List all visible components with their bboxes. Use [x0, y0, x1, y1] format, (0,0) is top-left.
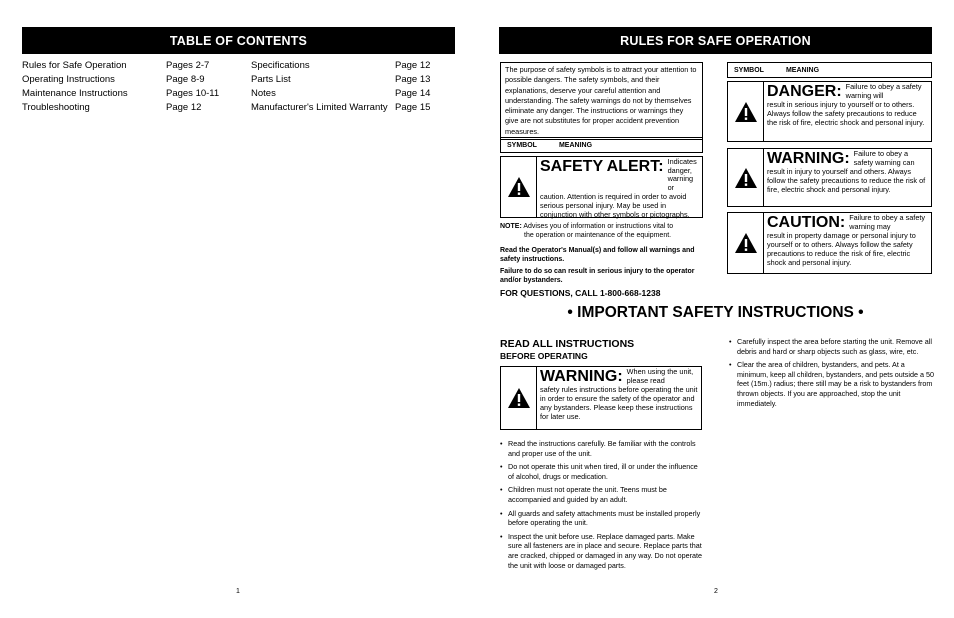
toc-entry-page: Pages 10-11: [166, 88, 220, 99]
note-block: [500, 222, 705, 240]
signal-text: caution. Attention is required in order to avoid serious personal injury. May be used in conjunction with other symbols or pictographs.: [540, 192, 690, 220]
page-number: 2: [714, 588, 718, 595]
note-text-2: the operation or maintenance of the equipment.: [524, 232, 672, 239]
signal-word: DANGER:: [767, 83, 842, 100]
toc-entry-title: Parts List: [251, 74, 291, 85]
toc-entry-page: Pages 2-7: [166, 60, 210, 71]
page-number: 1: [236, 588, 240, 595]
rules-title-bar: RULES FOR SAFE OPERATION: [499, 27, 932, 54]
toc-title-bar: TABLE OF CONTENTS: [22, 27, 455, 54]
before-operating-heading: BEFORE OPERATING: [500, 351, 588, 361]
instruction-list-right: [729, 337, 934, 412]
alert-triangle-icon: [728, 82, 764, 141]
toc-entry-title: Troubleshooting: [22, 102, 90, 113]
safety-alert-box: [500, 156, 703, 218]
toc-row[interactable]: [22, 101, 219, 115]
symbol-meaning-header: [500, 137, 703, 153]
list-item: • Carefully inspect the area before starting the unit. Remove all debris and hard or sharp objects such as glass, wire, etc.: [729, 337, 934, 356]
toc-column-2: [251, 59, 430, 115]
toc-entry-title: Rules for Safe Operation: [22, 60, 127, 71]
signal-side-text: Failure to obey a safety warning can: [853, 149, 915, 167]
note-label: NOTE:: [500, 223, 522, 230]
meaning-label: MEANING: [785, 66, 820, 74]
signal-word: WARNING:: [540, 368, 623, 385]
toc-row[interactable]: [251, 73, 430, 87]
toc-entry-page: Page 14: [395, 88, 431, 99]
failure-text: Failure to do so can result in serious injury to the operator and/or bystanders.: [500, 268, 695, 284]
alert-triangle-icon: [728, 213, 764, 273]
danger-box: [727, 81, 932, 142]
signal-text: safety rules instructions before operating the unit in order to ensure the safety of the operator and any bystanders. Please keep these instructions for later use.: [540, 385, 698, 422]
signal-text: result in property damage or personal injury to yourself or to others. Always follow the safety precautions to reduce the risk of fire, electric shock and personal injury.: [767, 231, 916, 268]
signal-text: result in serious injury to yourself or to others. Always follow the safety precautions to reduce the risk of fire, electric shock and personal injury.: [767, 100, 925, 128]
toc-column-1: [22, 59, 219, 115]
toc-row[interactable]: [251, 59, 430, 73]
toc-entry-page: Page 12: [395, 60, 431, 71]
read-all-heading: READ ALL INSTRUCTIONS: [500, 338, 635, 350]
caution-box: [727, 212, 932, 274]
alert-triangle-icon: [728, 149, 764, 206]
list-item: • Children must not operate the unit. Teens must be accompanied and guided by an adult.: [500, 485, 705, 504]
signal-word: SAFETY ALERT:: [540, 158, 664, 175]
meaning-label: MEANING: [558, 141, 593, 149]
toc-row[interactable]: [22, 73, 219, 87]
list-item: • Clear the area of children, bystanders, and pets. At a minimum, keep all children, bystanders, and pets outside a 50 feet (15m.) radius; there still may be a risk to bystanders from thrown objects. If you are approached, stop the unit immediately.: [729, 360, 934, 408]
toc-entry-title: Operating Instructions: [22, 74, 115, 85]
toc-row[interactable]: [251, 87, 430, 101]
warning-box-before-operating: [500, 366, 702, 430]
signal-text: result in injury to yourself and others. Always follow the safety precautions to reduce the risk of fire, electric shock and personal injury.: [767, 167, 926, 195]
toc-entry-page: Page 12: [166, 102, 202, 113]
toc-row[interactable]: [251, 101, 430, 115]
symbol-label: SYMBOL: [507, 141, 537, 149]
toc-entry-page: Page 13: [395, 74, 431, 85]
read-manual-text: Read the Operator's Manual(s) and follow all warnings and safety instructions.: [500, 247, 695, 263]
page-right: [477, 0, 954, 618]
signal-word: WARNING:: [767, 150, 850, 167]
symbol-meaning-header: [727, 62, 932, 78]
toc-entry-title: Manufacturer's Limited Warranty: [251, 102, 388, 113]
list-item: • All guards and safety attachments must be installed properly before operating the unit.: [500, 509, 705, 528]
instruction-list-left: [500, 439, 705, 574]
alert-triangle-icon: [501, 157, 537, 217]
toc-row[interactable]: [22, 87, 219, 101]
toc-entry-title: Maintenance Instructions: [22, 88, 128, 99]
note-text: Advises you of information or instructions vital to: [523, 223, 674, 230]
toc-entry-title: Notes: [251, 88, 276, 99]
important-heading: • IMPORTANT SAFETY INSTRUCTIONS •: [567, 304, 864, 321]
purpose-box: The purpose of safety symbols is to attract your attention to possible dangers. The safety symbols, and their explanations, deserve your careful attention and understanding. The safety warnings do not by themselves eliminate any danger. The instructions or warnings they give are not substitutes for proper accident prevention measures.: [500, 62, 703, 140]
symbol-label: SYMBOL: [734, 66, 764, 74]
signal-side-text: When using the unit, please read: [626, 367, 694, 385]
toc-entry-page: Page 15: [395, 102, 431, 113]
list-item: • Read the instructions carefully. Be familiar with the controls and proper use of the unit.: [500, 439, 705, 458]
list-item: • Do not operate this unit when tired, ill or under the influence of alcohol, drugs or medication.: [500, 462, 705, 481]
toc-entry-page: Page 8-9: [166, 74, 205, 85]
toc-row[interactable]: [22, 59, 219, 73]
questions-phone: FOR QUESTIONS, CALL 1-800-668-1238: [500, 288, 661, 298]
warning-box: [727, 148, 932, 207]
toc-entry-title: Specifications: [251, 60, 310, 71]
list-item: • Inspect the unit before use. Replace damaged parts. Make sure all fasteners are in place and secure. Replace parts that are cracked, chipped or damaged in any way. Do not operate the unit with loose or damaged parts.: [500, 532, 705, 570]
signal-side-text: Failure to obey a safety warning may: [849, 213, 926, 231]
alert-triangle-icon: [501, 367, 537, 429]
signal-side-text: Failure to obey a safety warning will: [845, 82, 922, 100]
signal-side-text: Indicates danger, warning or: [667, 157, 697, 192]
signal-word: CAUTION:: [767, 214, 846, 231]
